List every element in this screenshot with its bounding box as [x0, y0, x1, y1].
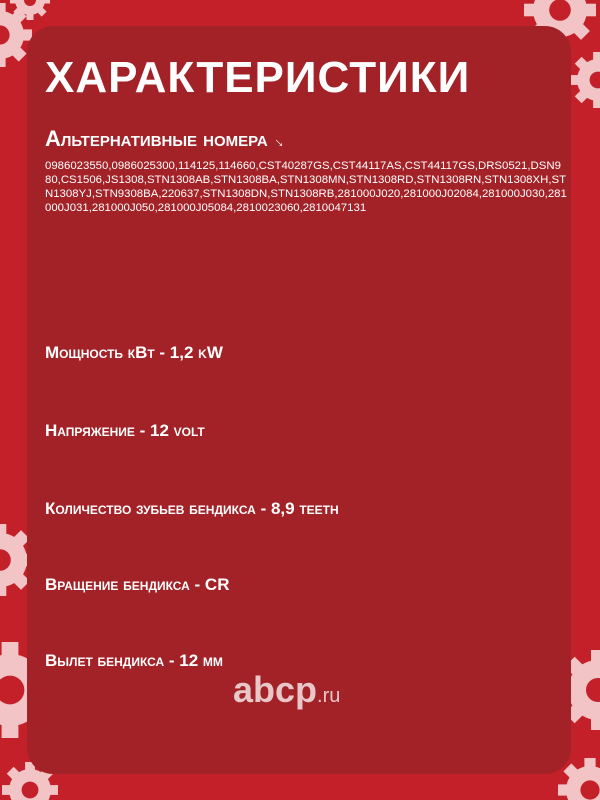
spec-overhang: Вылет бендикса - 12 мм [45, 651, 223, 670]
alternative-numbers-heading [45, 126, 292, 154]
spec-voltage: Напряжение - 12 volt [45, 421, 205, 440]
abcp-logo [233, 670, 340, 716]
page-title: ХАРАКТЕРИСТИКИ [45, 53, 471, 102]
arrow-down-right-icon: → [270, 130, 292, 152]
alternative-numbers-list: 0986023550,0986025300,114125,114660,CST40287GS,CST44117AS,CST44117GS,DRS0521,DSN980,CS1506,JS1308,STN1308AB,STN1308BA,STN1308MN,STN1308RD,STN1308RN,STN1308XH,STN1308YJ,STN9308BA,220637,STN1308DN,STN1308RB,281000J020,281000J02084,281000J030,281000J031,281000J050,281000J05084,2810023060,2810047131 [45, 160, 567, 214]
characteristics-card [27, 26, 571, 774]
gear-icon [570, 52, 600, 108]
spec-rotation: Вращение бендикса - CR [45, 575, 230, 594]
logo-domain: .ru [317, 685, 341, 707]
spec-teeth: Количество зубьев бендикса - 8,9 teeth [45, 499, 339, 518]
alternative-numbers-heading-text: Альтернативные номера [45, 126, 268, 151]
logo-text: abcp [233, 669, 318, 710]
spec-power: Мощность кВт - 1,2 kW [45, 343, 223, 362]
